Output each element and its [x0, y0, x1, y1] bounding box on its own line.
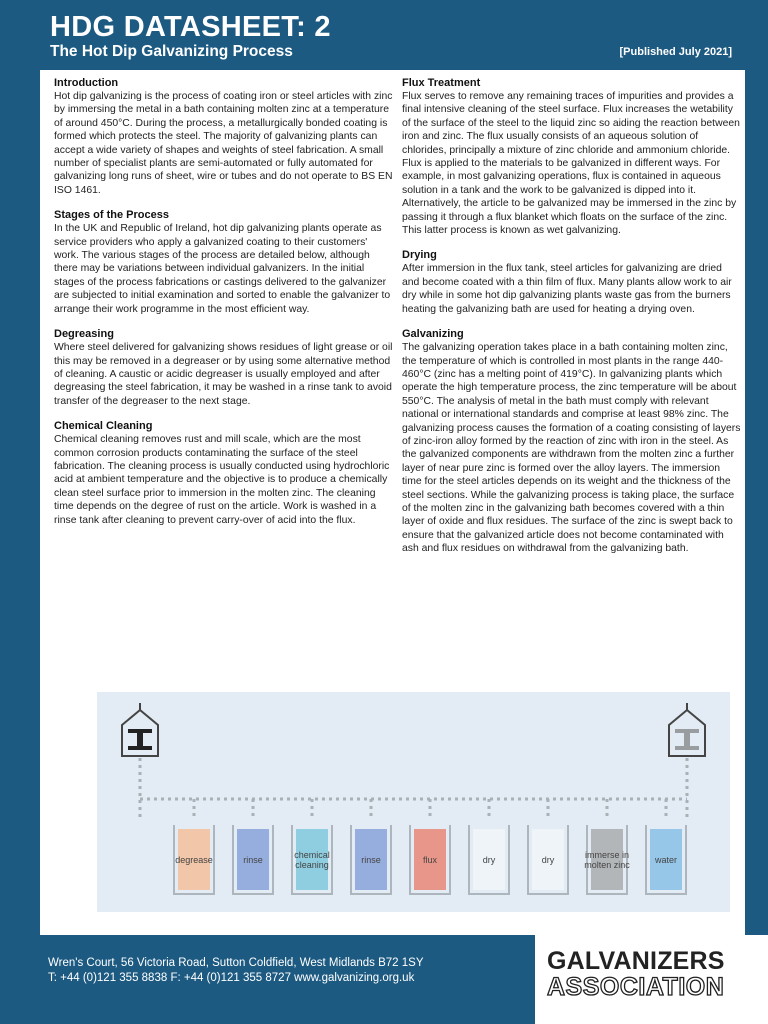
- logo-line-2: ASSOCIATION: [547, 973, 725, 1001]
- stages-heading: Stages of the Process: [54, 209, 169, 222]
- galvanized-steel-hanger-icon: [669, 703, 705, 756]
- tank-label: rinse: [243, 855, 263, 865]
- stages-body: In the UK and Republic of Ireland, hot dip galvanizing plants operate as service providers who apply a galvanized coating to their customers' work. The various stages of the process are detailed below, although there may be variations between individual galvanizers. In the initial stages of the process fabrications or castings delivered to the galvanizer are subjected to initial examination and sorted to enable the galvanizer to arrange their work programme in the most efficient way.: [54, 223, 391, 315]
- tank-label: water: [654, 855, 677, 865]
- galvanizing-heading: Galvanizing: [402, 328, 464, 341]
- left-column: [54, 76, 394, 538]
- flux-treatment-heading: Flux Treatment: [402, 77, 481, 89]
- black-steel-hanger-icon: [122, 703, 158, 756]
- section-chemical-cleaning: [54, 419, 394, 527]
- introduction-body: Hot dip galvanizing is the process of coating iron or steel articles with zinc by immersing the metal in a bath containing molten zinc at a temperature of around 450°C. During the process, a metallurgically bonded coating is formed which protects the steel. The majority of galvanizing plants can accept a wide variety of shapes and weights of steel fabrication. A small number of specialist plants are semi-automated or fully automated for galvanizing long runs of sheet, wire or tubes and do not operate to BS EN ISO 1461.: [54, 91, 393, 196]
- degreasing-heading: Degreasing: [54, 328, 114, 341]
- footer-address-block: [48, 956, 424, 986]
- right-column: [402, 76, 742, 567]
- header-bar: [0, 0, 768, 70]
- flux-treatment-body: Flux serves to remove any remaining traces of impurities and provides a final intensive cleaning of the steel surface. Flux increases the wetability of the surface of the steel to the liquid zinc so aiding the reaction between iron and zinc. The flux usually consists of an aqueous solution of chlorides, principally a mixture of zinc chloride and ammonium chloride. Flux is applied to the materials to be galvanized in different ways. For example, in most galvanizing operations, flux is contained in aqueous solution in a tank and the work to be galvanized is dipped into it. Alternatively, the article to be galvanized may be immersed in the zinc by passing it through a flux blanket which floats on the surface of the zinc. This latter process is known as wet galvanizing.: [402, 91, 740, 237]
- tank-label: flux: [422, 855, 437, 865]
- datasheet-subtitle: The Hot Dip Galvanizing Process: [50, 43, 293, 60]
- published-date: [Published July 2021]: [619, 46, 732, 58]
- section-stages: [54, 208, 394, 316]
- section-drying: [402, 248, 742, 316]
- chemical-cleaning-body: Chemical cleaning removes rust and mill scale, which are the most common corrosion products contaminating the surface of the steel fabrication. The cleaning process is usually conducted using hydrochloric acid at ambient temperature and the objective is to produce a chemically clean steel surface prior to immersion in the molten zinc. The cleaning time depends on the degree of rust on the article. Work is washed in a rinse tank after cleaning to prevent carry-over of acid into the flux.: [54, 434, 390, 526]
- tank-label: dry: [482, 855, 496, 865]
- tank-6: [468, 825, 510, 895]
- tank-label: dry: [541, 855, 555, 865]
- tank-3: [291, 825, 333, 895]
- degreasing-body: Where steel delivered for galvanizing shows residues of light grease or oil this may be removed in a degreaser or by using some alternative method of cleaning. A caustic or acidic degreaser is usually employed and after degreasing the steel fabrication, it may be washed in a rinse tank to avoid transfer of the degreaser to the next stage.: [54, 342, 393, 407]
- tank-9: [645, 825, 687, 895]
- section-galvanizing: [402, 327, 742, 556]
- tank-drop-lines: [194, 799, 666, 818]
- tank-8: [586, 825, 628, 895]
- footer-contact: T: +44 (0)121 355 8838 F: +44 (0)121 355 8727 www.galvanizing.org.uk: [48, 972, 415, 984]
- content-page: [40, 70, 745, 935]
- logo-line-1: GALVANIZERS: [547, 947, 725, 975]
- tank-label: degrease: [175, 855, 213, 865]
- tank-label: rinse: [361, 855, 381, 865]
- tank-label: chemical cleaning: [294, 850, 330, 870]
- galvanizing-body: The galvanizing operation takes place in a bath containing molten zinc, the temperature of which is controlled in most plants in the range 440-460°C (zinc has a melting point of 419°C). In galvanizing plants which operate the high temperature process, the zinc temperature will be about 550°C. The analysis of metal in the bath must comply with relevant national or international standards and comprise at least 98% zinc. The galvanizing process causes the formation of a coating consisting of layers of zinc-iron alloy formed by the reaction of zinc with iron in the steel. As the galvanized components are withdrawn from the molten zinc a further layer of near pure zinc is formed over the alloy layers. The immersion time for the steel articles depends on its weight and the thickness of the steel sections. While the galvanizing process is taking place, the surface of the molten zinc in the galvanizing bath becomes covered with a thin layer of oxide and flux residues. The surface of the zinc is swept back to ensure that the galvanized article does not become contaminated with ash and flux residues on withdrawal from the galvanizing bath.: [402, 342, 741, 555]
- drying-heading: Drying: [402, 249, 437, 262]
- tank-4: [350, 825, 392, 895]
- footer-address: Wren's Court, 56 Victoria Road, Sutton Coldfield, West Midlands B72 1SY: [48, 957, 424, 969]
- tank-1: [173, 825, 215, 895]
- section-degreasing: [54, 327, 394, 408]
- section-introduction: [54, 76, 394, 197]
- section-flux-treatment: [402, 76, 742, 237]
- tank-2: [232, 825, 274, 895]
- introduction-heading: Introduction: [54, 77, 119, 89]
- chemical-cleaning-heading: Chemical Cleaning: [54, 420, 153, 433]
- datasheet-title: HDG DATASHEET: 2: [50, 11, 331, 43]
- tank-5: [409, 825, 451, 895]
- tank-label: immerse in molten zinc: [584, 850, 630, 870]
- drying-body: After immersion in the flux tank, steel articles for galvanizing are dried and become coated with a thin film of flux. Many plants allow work to air dry while in some hot dip galvanizing plants waste gas from the burners heating the galvanizing bath are used for heating a drying oven.: [402, 263, 732, 315]
- process-diagram: [97, 692, 730, 912]
- tank-7: [527, 825, 569, 895]
- galvanizers-association-logo: [535, 935, 768, 1024]
